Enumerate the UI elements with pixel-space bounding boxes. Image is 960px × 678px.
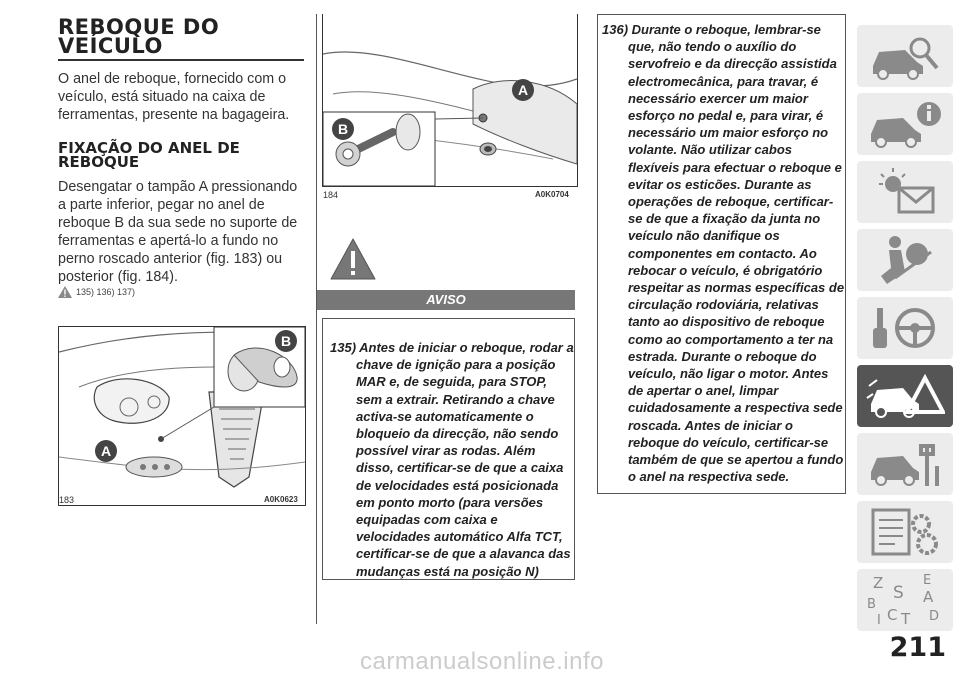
tab-key-steering[interactable]: [857, 297, 953, 359]
tab-airbag[interactable]: [857, 229, 953, 291]
car-rear-illustration: [323, 14, 577, 186]
column-divider: [316, 14, 317, 624]
warning-sign-icon: [330, 238, 376, 280]
instructions-paragraph: Desengatar o tampão A pressionando a parte inferior, pegar no anel de reboque B da sua sede no suporte de ferramentas e apertá-lo a fundo no perno roscado anterior (fig. 183) ou posterior (fig. 184).: [58, 179, 298, 285]
index-letter-e: E: [923, 573, 932, 588]
subsection-title: FIXAÇÃO DO ANEL DE REBOQUE: [58, 139, 240, 171]
tab-index[interactable]: [857, 569, 953, 631]
index-letter-t: T: [901, 610, 911, 628]
intro-paragraph: O anel de reboque, fornecido com o veículo, está situado na caixa de ferramentas, presente na bagageira.: [58, 71, 290, 123]
car-info-icon: [865, 96, 945, 152]
index-letter-a: A: [923, 588, 934, 606]
index-letter-b: B: [867, 597, 876, 612]
index-letter-z: Z: [873, 574, 884, 592]
tab-dashboard-lights[interactable]: [857, 161, 953, 223]
page-number: 211: [889, 632, 946, 663]
index-letter-s: S: [893, 583, 904, 603]
warning-item-136: 136) Durante o reboque, lembrar-se que, não tendo o auxílio do servofreio e da direcção assistida electromecânica, para travar, é necessário exercer um maior esforço no pedal e, para virar, é necessário um maior esforço no volante. Não utilizar cabos flexíveis para efectuar o reboque e evitar os esticões. Durante as operações de reboque, certificar-se de que a fixação da junta no veículo não danifique os componentes em contacto. Ao rebocar o veículo, é obrigatório respeitar as normas específicas de circulação rodoviária, relativas tanto ao dispositivo de reboque como ao comportamento a ter na estrada. Durante o reboque do veículo, não ligar o motor. Antes de apertar o anel, limpar cuidadosamente a respectiva sede roscada. Antes de iniciar o reboque do veículo, certificar-se também de que se apertou a fundo o anel na respectiva sede.: [602, 22, 845, 485]
figure-183: [58, 326, 306, 506]
figure-184: [322, 14, 578, 187]
index-letter-d: D: [929, 609, 940, 624]
aviso-header: AVISO: [317, 290, 575, 310]
warning-box-136: [597, 14, 846, 494]
index-letters-icon: [865, 572, 945, 628]
index-letter-i: I: [877, 613, 881, 628]
car-service-icon: [865, 436, 945, 492]
watermark: carmanualsonline.info: [360, 648, 604, 675]
title-rule: [58, 59, 304, 61]
figure-code-183: A0K0623: [264, 495, 298, 504]
car-search-icon: [865, 28, 945, 84]
car-emergency-icon: [865, 368, 945, 424]
car-front-illustration: [59, 327, 305, 505]
callout-b: B: [280, 333, 292, 349]
callout-b-184: B: [337, 121, 349, 137]
callout-a-184: A: [517, 82, 529, 98]
dashboard-lights-icon: [865, 164, 945, 220]
index-letter-c: C: [887, 606, 898, 624]
callout-a: A: [100, 443, 112, 459]
warning-references: [58, 286, 135, 298]
tab-car-info[interactable]: [857, 93, 953, 155]
specs-gear-icon: [865, 504, 945, 560]
tab-car-service[interactable]: [857, 433, 953, 495]
key-steering-icon: [865, 300, 945, 356]
figure-code-184: A0K0704: [535, 190, 569, 199]
figure-number-183: 183: [59, 495, 75, 505]
tab-car-search[interactable]: [857, 25, 953, 87]
warning-triangle-icon: [58, 286, 72, 298]
section-title: REBOQUE DO VEÍCULO: [58, 15, 220, 58]
warning-refs-text: 135) 136) 137): [76, 287, 136, 297]
airbag-icon: [865, 232, 945, 288]
warning-item-135: 135) Antes de iniciar o reboque, rodar a chave de ignição para a posição MAR e, de seguida, para STOP, sem a extrair. Retirando a chave activa-se automaticamente o bloqueio da direcção, não sendo possível virar as rodas. Além disso, certificar-se de que a caixa de velocidades está posicionada em ponto morto (para versões equipadas com caixa e velocidades automático Alfa TCT, certificar-se de que a alavanca das mudanças está na posição N): [330, 340, 574, 579]
tab-specs-gear[interactable]: [857, 501, 953, 563]
warning-box-135: [322, 318, 575, 580]
figure-number-184: 184: [323, 190, 339, 200]
tab-car-emergency[interactable]: [857, 365, 953, 427]
